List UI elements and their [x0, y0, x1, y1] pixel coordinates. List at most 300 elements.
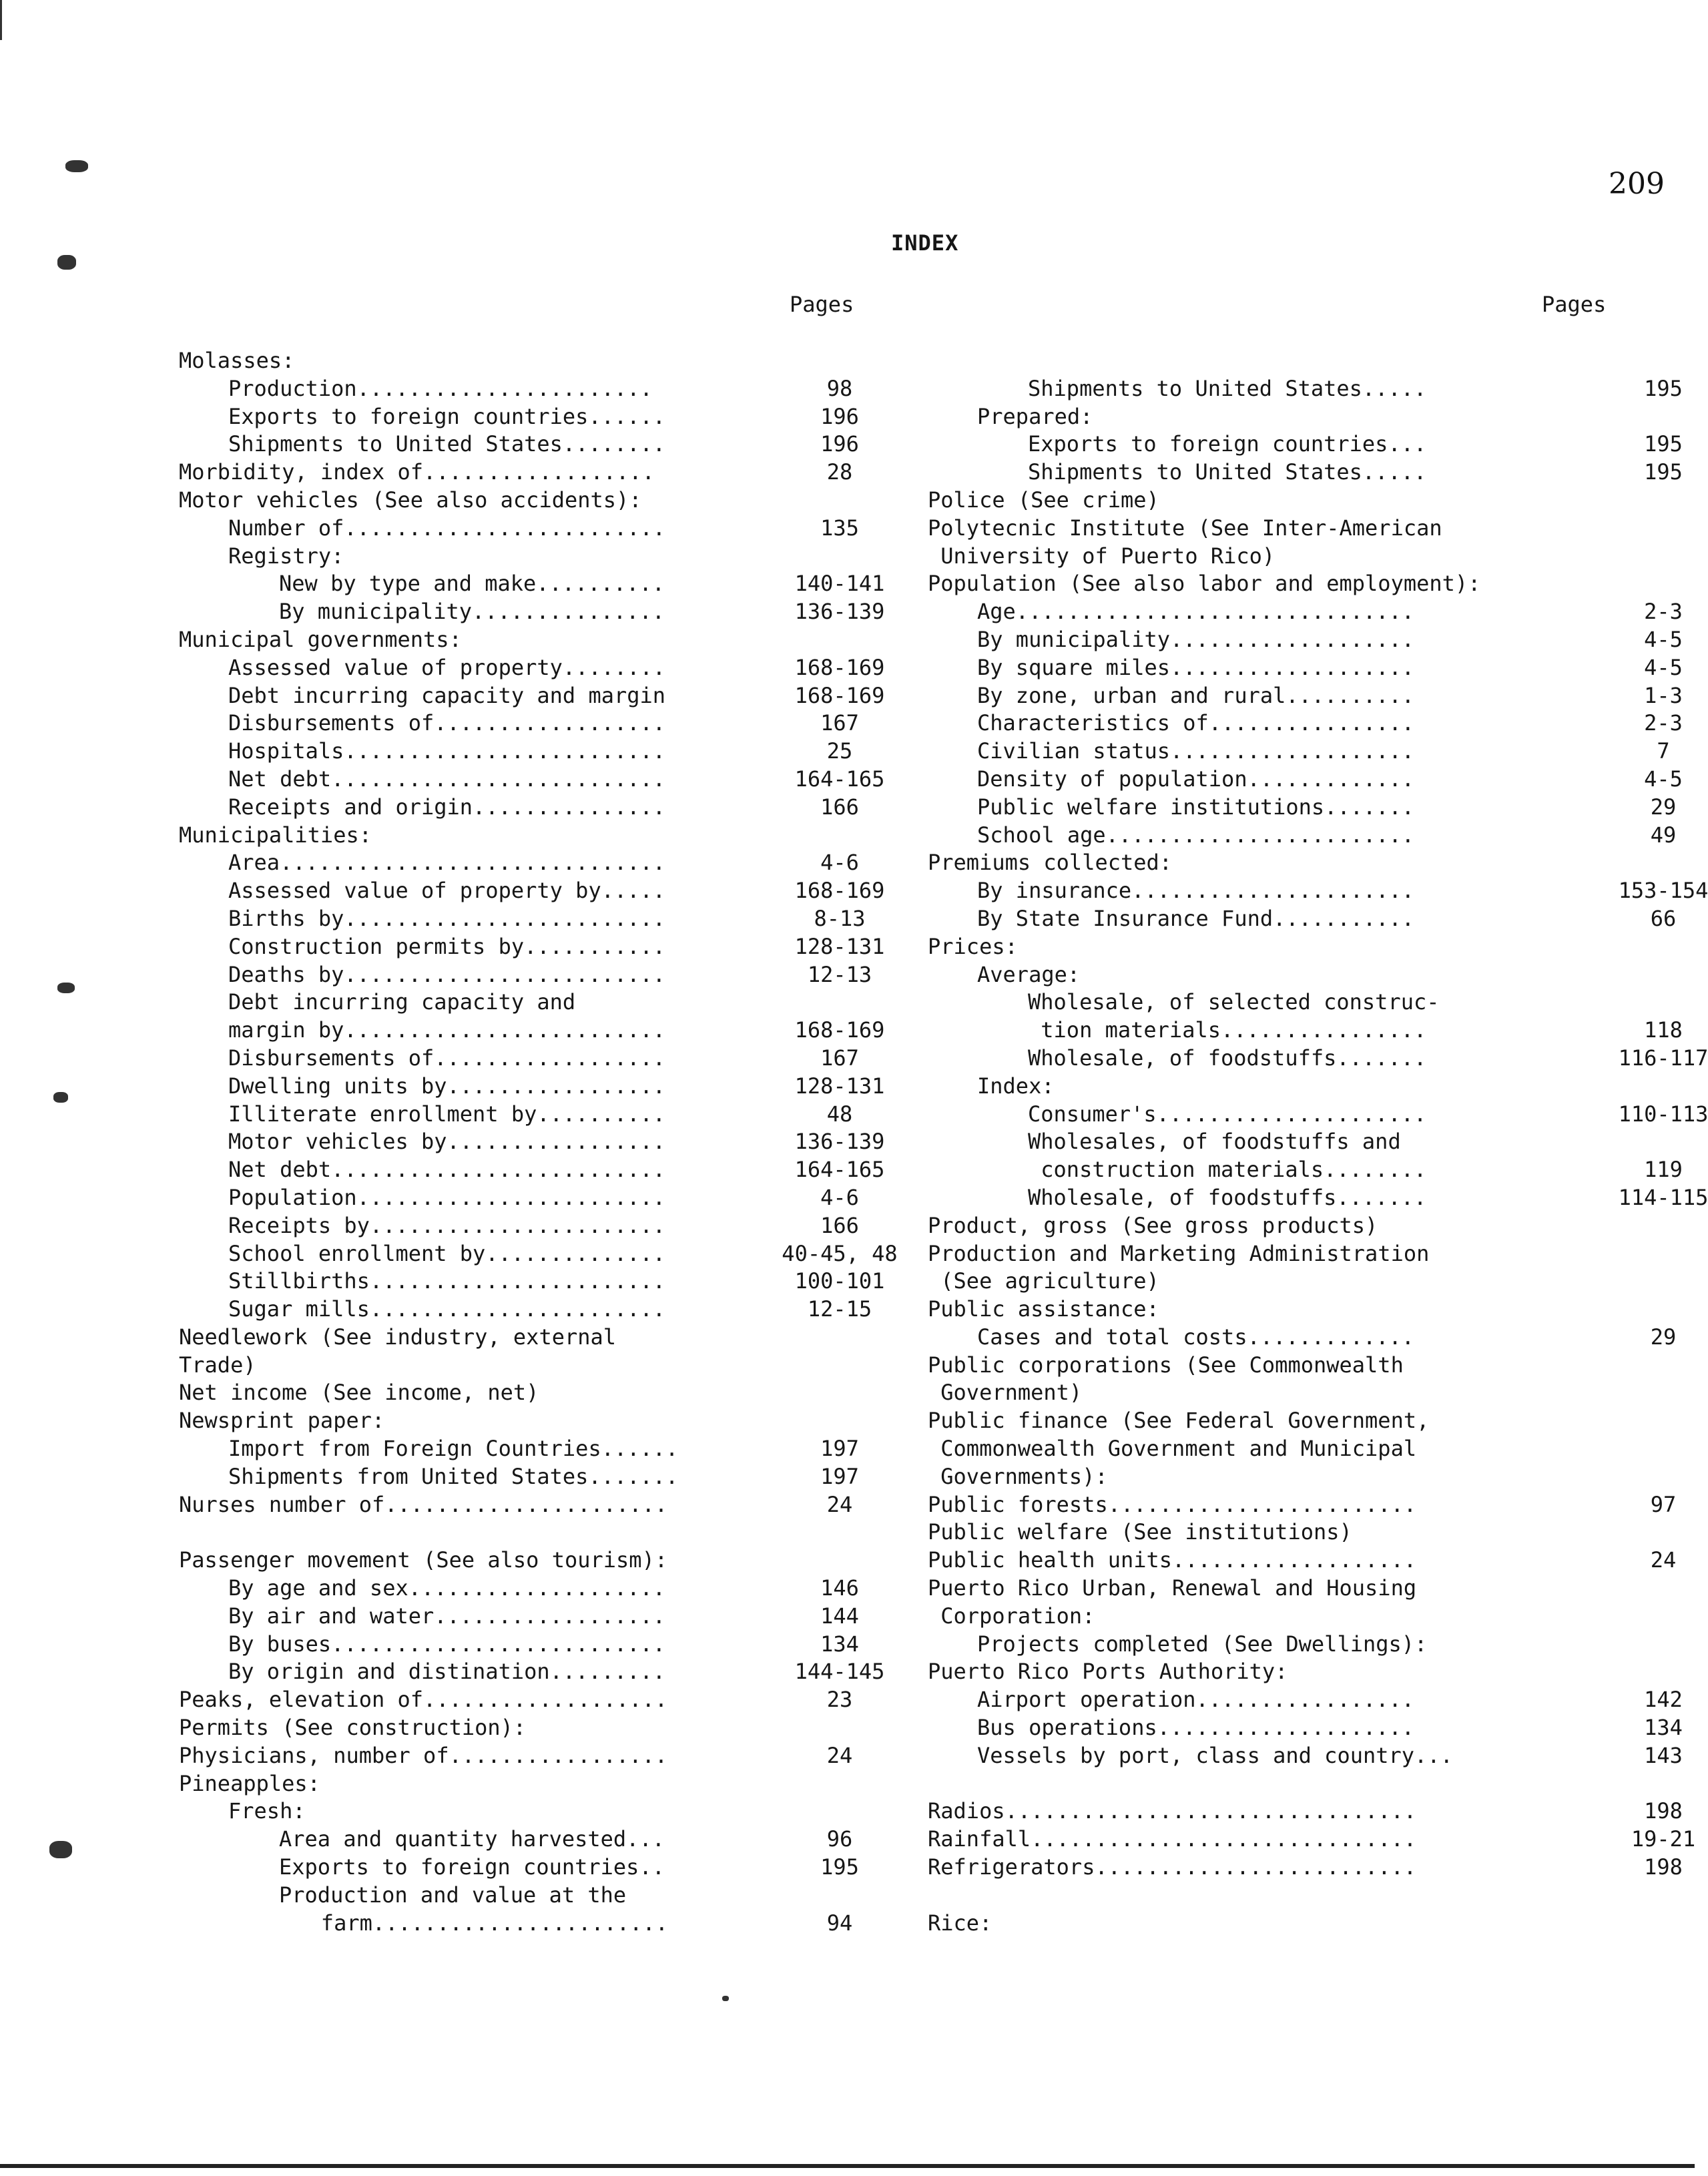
index-entry-label: Airport operation................. [977, 1687, 1415, 1713]
index-entry [179, 1268, 885, 1296]
index-entry [179, 905, 866, 933]
index-entry-label: Governments): [928, 1463, 1108, 1489]
index-entry-label: Debt incurring capacity and [228, 989, 576, 1015]
index-entry-label: Premiums collected: [928, 850, 1173, 876]
index-entry-pages: 100-101 [794, 1268, 885, 1294]
index-entry-label: Dwelling units by................. [228, 1073, 666, 1099]
page-number: 209 [1609, 167, 1665, 201]
index-entry-pages: 24 [826, 1742, 853, 1768]
index-entry-label: School age........................ [977, 822, 1415, 848]
index-entry [179, 961, 872, 989]
index-entry [179, 1854, 866, 1882]
index-entry [179, 1184, 866, 1212]
index-entry [179, 1631, 866, 1659]
index-entry-label: Consumer's..................... [1028, 1101, 1427, 1127]
index-entry-label: Sugar mills....................... [228, 1296, 666, 1322]
index-entry-label: Municipal governments: [179, 626, 462, 652]
index-entry [179, 487, 866, 515]
index-entry-pages: 2-3 [1644, 710, 1683, 736]
index-entry [928, 1407, 1689, 1435]
index-entry-label: Trade) [179, 1352, 256, 1378]
index-entry [179, 822, 866, 850]
index-entry [179, 738, 866, 766]
index-entry-label: Civilian status................... [977, 738, 1415, 764]
index-entry-pages: 143 [1644, 1742, 1683, 1768]
index-entry [179, 1017, 885, 1045]
index-entry-pages: 134 [1644, 1715, 1683, 1741]
index-entry [179, 1045, 866, 1073]
index-entry [928, 1882, 1689, 1910]
index-entry-pages: 135 [820, 515, 859, 541]
index-entry-label: Government) [928, 1380, 1083, 1406]
index-entry [179, 1073, 885, 1101]
index-entry-pages: 168-169 [794, 654, 885, 680]
index-entry-label: Physicians, number of................. [179, 1742, 668, 1768]
index-entry [928, 1463, 1689, 1491]
index-entry [928, 1379, 1689, 1407]
index-entry-pages: 24 [1650, 1547, 1677, 1573]
index-entry [928, 766, 1689, 794]
index-entry-label: Number of......................... [228, 515, 666, 541]
index-entry [179, 794, 866, 822]
index-entry-pages: 198 [1644, 1798, 1683, 1824]
index-entry-label: Corporation: [928, 1603, 1095, 1629]
index-entry [928, 710, 1689, 738]
index-entry [928, 626, 1689, 654]
index-entry-pages: 7 [1657, 738, 1670, 764]
index-entry [928, 822, 1689, 850]
index-entry [179, 598, 885, 626]
index-entry [928, 375, 1689, 403]
index-entry [928, 1240, 1689, 1268]
scan-speck [65, 160, 88, 172]
index-entry-pages: 97 [1650, 1491, 1677, 1517]
index-entry-label: Production and Marketing Administration [928, 1240, 1430, 1266]
index-entry [179, 1547, 866, 1575]
index-entry-pages: 136-139 [794, 1129, 885, 1155]
scan-speck [57, 255, 76, 270]
index-entry-label: Wholesale, of foodstuffs....... [1028, 1045, 1427, 1071]
index-entry-pages: 4-6 [820, 1184, 859, 1210]
index-entry-label: By age and sex.................... [228, 1575, 666, 1601]
index-entry-label: Import from Foreign Countries...... [228, 1436, 679, 1462]
index-entry-label: Stillbirths....................... [228, 1268, 666, 1294]
index-entry [928, 1603, 1689, 1631]
index-entry-label: Prices: [928, 933, 1018, 959]
index-entry [179, 1575, 866, 1603]
index-entry-pages: 4-5 [1644, 654, 1683, 680]
index-entry [179, 1240, 898, 1268]
index-entry [928, 1631, 1689, 1659]
index-entry-label: Area and quantity harvested... [279, 1826, 665, 1852]
left-index-column [179, 347, 898, 1937]
index-entry-label: Hospitals......................... [228, 738, 666, 764]
index-entry [928, 487, 1689, 515]
index-entry-pages: 29 [1650, 794, 1677, 820]
index-entry-label: Age............................... [977, 599, 1415, 625]
index-entry-pages: 128-131 [794, 933, 885, 959]
index-entry-label: Density of population............. [977, 766, 1415, 792]
index-entry-label: New by type and make.......... [279, 571, 665, 597]
index-entry [928, 1156, 1689, 1184]
index-entry [179, 570, 885, 598]
left-pages-header: Pages [790, 292, 854, 317]
index-entry-pages: 19-21 [1631, 1826, 1696, 1852]
index-entry [928, 933, 1689, 961]
index-entry-pages: 144 [820, 1603, 859, 1629]
index-entry-label: By State Insurance Fund........... [977, 905, 1415, 931]
index-entry [928, 1017, 1689, 1045]
index-entry [179, 1435, 866, 1463]
index-entry-label: Commonwealth Government and Municipal [928, 1436, 1417, 1462]
index-entry-label: Motor vehicles (See also accidents): [179, 487, 642, 513]
index-entry-label: Assessed value of property by..... [228, 878, 666, 904]
index-entry-pages: 166 [820, 794, 859, 820]
index-entry-label: Registry: [228, 543, 344, 569]
index-entry-label: Shipments to United States..... [1028, 375, 1427, 401]
index-entry-pages: 195 [1644, 375, 1683, 401]
index-entry-pages: 110-113 [1618, 1101, 1708, 1127]
index-entry-label: By zone, urban and rural.......... [977, 682, 1415, 708]
index-entry-label: By municipality............... [279, 599, 665, 625]
index-entry [928, 1547, 1689, 1575]
index-entry [928, 1798, 1689, 1826]
index-entry-pages: 168-169 [794, 878, 885, 904]
index-entry-label: Puerto Rico Ports Authority: [928, 1659, 1288, 1685]
index-entry-label: Receipts by....................... [228, 1212, 666, 1238]
index-entry-label: Shipments to United States..... [1028, 459, 1427, 485]
index-entry [179, 1742, 866, 1770]
index-entry [928, 1854, 1689, 1882]
index-entry-pages: 23 [826, 1687, 853, 1713]
index-entry [928, 515, 1689, 543]
index-entry-pages: 167 [820, 1045, 859, 1071]
scan-speck [57, 983, 75, 993]
index-entry [928, 1296, 1689, 1324]
index-entry [179, 1686, 866, 1714]
index-entry [928, 1742, 1689, 1770]
index-entry-pages: 96 [826, 1826, 853, 1852]
index-entry-label: Needlework (See industry, external [179, 1324, 617, 1350]
index-entry-label: Area.............................. [228, 850, 666, 876]
index-entry-pages: 118 [1644, 1017, 1683, 1043]
index-entry-label: By origin and distination......... [228, 1659, 666, 1685]
index-entry-label: Public forests........................ [928, 1491, 1417, 1517]
index-entry [179, 989, 866, 1017]
index-entry-pages: 136-139 [794, 599, 885, 625]
index-entry-pages: 98 [826, 375, 853, 401]
index-entry-label: Net income (See income, net) [179, 1380, 539, 1406]
index-entry-pages: 116-117 [1618, 1045, 1708, 1071]
index-entry-label: Exports to foreign countries.. [279, 1854, 665, 1880]
index-entry [179, 1352, 866, 1380]
index-entry [928, 1658, 1689, 1686]
index-entry [928, 1128, 1689, 1156]
index-entry [179, 1407, 866, 1435]
index-entry [928, 543, 1689, 571]
index-entry [928, 347, 1689, 375]
index-entry-pages: 198 [1644, 1854, 1683, 1880]
index-entry-label: By air and water.................. [228, 1603, 666, 1629]
index-entry [928, 1212, 1689, 1240]
index-entry-label: Municipalities: [179, 822, 372, 848]
index-entry [928, 961, 1689, 989]
index-entry-pages: 8-13 [814, 905, 866, 931]
index-entry-pages: 28 [826, 459, 853, 485]
index-entry-pages: 128-131 [794, 1073, 885, 1099]
index-entry-pages: 40-45, 48 [782, 1240, 898, 1266]
index-entry [179, 347, 866, 375]
index-entry-label: farm....................... [282, 1910, 668, 1936]
index-entry-pages: 195 [1644, 459, 1683, 485]
index-entry [928, 431, 1689, 459]
index-entry-label: Births by......................... [228, 905, 666, 931]
index-entry-label: Characteristics of................ [977, 710, 1415, 736]
index-entry [928, 1435, 1689, 1463]
index-entry-label: Public assistance: [928, 1296, 1159, 1322]
index-entry-label: Public welfare (See institutions) [928, 1519, 1352, 1545]
index-entry-label: construction materials........ [1028, 1157, 1427, 1183]
index-entry [179, 1519, 866, 1547]
index-entry [179, 682, 885, 710]
index-entry [928, 1910, 1689, 1938]
index-entry-pages: 4-5 [1644, 626, 1683, 652]
index-entry-label: Net debt.......................... [228, 766, 666, 792]
index-entry-label: Shipments from United States....... [228, 1463, 679, 1489]
index-entry-pages: 197 [820, 1436, 859, 1462]
bottom-scan-edge [0, 2164, 1695, 2168]
index-entry-label: Production....................... [228, 375, 653, 401]
index-entry [179, 375, 866, 403]
index-entry [179, 654, 885, 682]
index-entry-pages: 153-154 [1618, 878, 1708, 904]
index-entry-pages: 12-15 [807, 1296, 872, 1322]
index-entry-label: By insurance...................... [977, 878, 1415, 904]
index-entry-pages: 146 [820, 1575, 859, 1601]
index-entry [928, 1045, 1708, 1073]
right-pages-header: Pages [1542, 292, 1607, 317]
index-entry-label: Newsprint paper: [179, 1408, 385, 1434]
index-entry-label: Shipments to United States........ [228, 431, 666, 457]
index-entry-label: Debt incurring capacity and margin [228, 682, 666, 708]
index-entry [928, 1352, 1689, 1380]
index-entry-pages: 144-145 [794, 1659, 885, 1685]
page-title: INDEX [891, 230, 959, 256]
index-entry-label: Assessed value of property........ [228, 654, 666, 680]
index-entry-label: (See agriculture) [928, 1268, 1159, 1294]
scan-speck [53, 1092, 68, 1103]
index-entry [928, 1324, 1689, 1352]
index-entry [179, 1101, 866, 1129]
index-entry-label: Permits (See construction): [179, 1715, 527, 1741]
index-entry-pages: 166 [820, 1212, 859, 1238]
index-entry-label: By square miles................... [977, 654, 1415, 680]
index-entry-label: Production and value at the [279, 1882, 627, 1908]
index-entry-label: Vessels by port, class and country... [977, 1742, 1453, 1768]
index-entry [928, 877, 1708, 905]
index-entry [179, 1128, 885, 1156]
index-entry-pages: 197 [820, 1463, 859, 1489]
index-entry-pages: 164-165 [794, 1157, 885, 1183]
index-entry-pages: 195 [820, 1854, 859, 1880]
index-entry-label: Net debt.......................... [228, 1157, 666, 1183]
index-entry [928, 1686, 1689, 1714]
index-entry-label: tion materials................ [1028, 1017, 1427, 1043]
index-entry-pages: 119 [1644, 1157, 1683, 1183]
index-entry [179, 1603, 866, 1631]
index-entry-label: Bus operations.................... [977, 1715, 1415, 1741]
index-entry-label: By buses.......................... [228, 1631, 666, 1657]
index-entry-label: Population (See also labor and employment): [928, 571, 1481, 597]
index-entry [928, 459, 1689, 487]
index-entry-label: Deaths by......................... [228, 961, 666, 987]
index-entry-label: Average: [977, 961, 1081, 987]
index-entry [928, 1101, 1708, 1129]
index-entry-label: Nurses number of...................... [179, 1491, 668, 1517]
index-entry-label: Radios................................ [928, 1798, 1417, 1824]
page-edge-mark [0, 0, 6, 40]
index-entry [179, 431, 866, 459]
index-entry-pages: 4-6 [820, 850, 859, 876]
index-entry [928, 1268, 1689, 1296]
index-entry-label: Public health units................... [928, 1547, 1417, 1573]
index-entry [179, 766, 885, 794]
index-entry-pages: 4-5 [1644, 766, 1683, 792]
index-entry-label: Illiterate enrollment by.......... [228, 1101, 666, 1127]
index-entry-pages: 24 [826, 1491, 853, 1517]
index-entry-label: Cases and total costs............. [977, 1324, 1415, 1350]
index-entry-label: Rainfall.............................. [928, 1826, 1417, 1852]
scan-speck [49, 1841, 72, 1858]
index-entry-label: Wholesales, of foodstuffs and [1028, 1129, 1401, 1155]
index-entry-label: Police (See crime) [928, 487, 1159, 513]
index-entry-label: Index: [977, 1073, 1055, 1099]
index-entry-pages: 66 [1650, 905, 1677, 931]
index-entry-label: Polytecnic Institute (See Inter-American [928, 515, 1442, 541]
index-entry-label: Peaks, elevation of................... [179, 1687, 668, 1713]
scan-speck [722, 1996, 729, 2001]
index-entry-label: margin by......................... [228, 1017, 666, 1043]
index-entry-pages: 29 [1650, 1324, 1677, 1350]
index-entry [928, 1826, 1696, 1854]
index-entry-pages: 167 [820, 710, 859, 736]
index-entry-label: Projects completed (See Dwellings): [977, 1631, 1428, 1657]
index-entry [179, 1463, 866, 1491]
index-entry [928, 794, 1689, 822]
index-entry-label: Construction permits by........... [228, 933, 666, 959]
index-entry-label: Puerto Rico Urban, Renewal and Housing [928, 1575, 1417, 1601]
index-entry-pages: 48 [826, 1101, 853, 1127]
index-entry-label: Exports to foreign countries... [1028, 431, 1427, 457]
index-entry [179, 626, 866, 654]
index-entry [179, 1324, 866, 1352]
index-entry [928, 598, 1689, 626]
index-entry-label: Molasses: [179, 348, 295, 373]
index-entry-label: School enrollment by.............. [228, 1240, 666, 1266]
index-entry [179, 1296, 872, 1324]
index-entry-label: Public finance (See Federal Government, [928, 1408, 1430, 1434]
index-entry-pages: 134 [820, 1631, 859, 1657]
index-entry-label: Motor vehicles by................. [228, 1129, 666, 1155]
index-entry-label: Disbursements of.................. [228, 710, 666, 736]
index-entry [928, 1184, 1708, 1212]
index-entry-label: Public welfare institutions....... [977, 794, 1415, 820]
index-entry-label: Pineapples: [179, 1770, 320, 1796]
index-entry-label: Rice: [928, 1910, 992, 1936]
index-entry [928, 1519, 1689, 1547]
index-entry-pages: 94 [826, 1910, 853, 1936]
index-entry-label: Refrigerators......................... [928, 1854, 1417, 1880]
index-entry [179, 1910, 866, 1938]
index-entry-label: Morbidity, index of.................. [179, 459, 655, 485]
index-entry [179, 1212, 866, 1240]
index-entry [928, 1770, 1689, 1798]
index-entry [179, 403, 866, 431]
index-entry [179, 1379, 866, 1407]
index-entry [179, 1156, 885, 1184]
index-entry-pages: 25 [826, 738, 853, 764]
index-entry-pages: 49 [1650, 822, 1677, 848]
index-entry [179, 1882, 866, 1910]
index-entry [179, 849, 866, 877]
index-entry [928, 905, 1689, 933]
index-entry-pages: 140-141 [794, 571, 885, 597]
index-entry [928, 654, 1689, 682]
index-entry-pages: 164-165 [794, 766, 885, 792]
index-entry-pages: 12-13 [807, 961, 872, 987]
index-entry [928, 738, 1689, 766]
index-entry [928, 989, 1689, 1017]
index-entry [179, 459, 866, 487]
index-entry-pages: 2-3 [1644, 599, 1683, 625]
index-entry [179, 710, 866, 738]
index-entry-label: Wholesale, of foodstuffs....... [1028, 1184, 1427, 1210]
index-entry [179, 515, 866, 543]
index-entry-label: Receipts and origin............... [228, 794, 666, 820]
index-entry-label: Exports to foreign countries...... [228, 403, 666, 429]
index-entry [928, 682, 1689, 710]
index-entry-label: By municipality................... [977, 626, 1415, 652]
index-entry-label: University of Puerto Rico) [928, 543, 1275, 569]
index-entry-pages: 168-169 [794, 1017, 885, 1043]
index-entry [928, 1491, 1689, 1519]
index-entry [928, 849, 1689, 877]
index-entry [179, 1770, 866, 1798]
index-entry-pages: 1-3 [1644, 682, 1683, 708]
index-entry-label: Prepared: [977, 403, 1093, 429]
index-entry [179, 1798, 866, 1826]
index-entry-label: Fresh: [228, 1798, 306, 1824]
index-entry [928, 570, 1689, 598]
index-entry [179, 1491, 866, 1519]
index-entry-pages: 195 [1644, 431, 1683, 457]
index-entry [179, 1826, 866, 1854]
index-entry [928, 1073, 1689, 1101]
index-entry [179, 543, 866, 571]
index-entry-label: Passenger movement (See also tourism): [179, 1547, 668, 1573]
index-entry [928, 1714, 1689, 1742]
index-entry [179, 1658, 885, 1686]
index-entry-pages: 196 [820, 431, 859, 457]
right-index-column [928, 347, 1708, 1937]
index-entry-pages: 114-115 [1618, 1184, 1708, 1210]
index-entry-label: Public corporations (See Commonwealth [928, 1352, 1404, 1378]
index-entry-label: Wholesale, of selected construc- [1028, 989, 1440, 1015]
index-entry-label: Population........................ [228, 1184, 666, 1210]
index-entry-pages: 168-169 [794, 682, 885, 708]
index-entry-pages: 142 [1644, 1687, 1683, 1713]
index-entry [928, 1575, 1689, 1603]
